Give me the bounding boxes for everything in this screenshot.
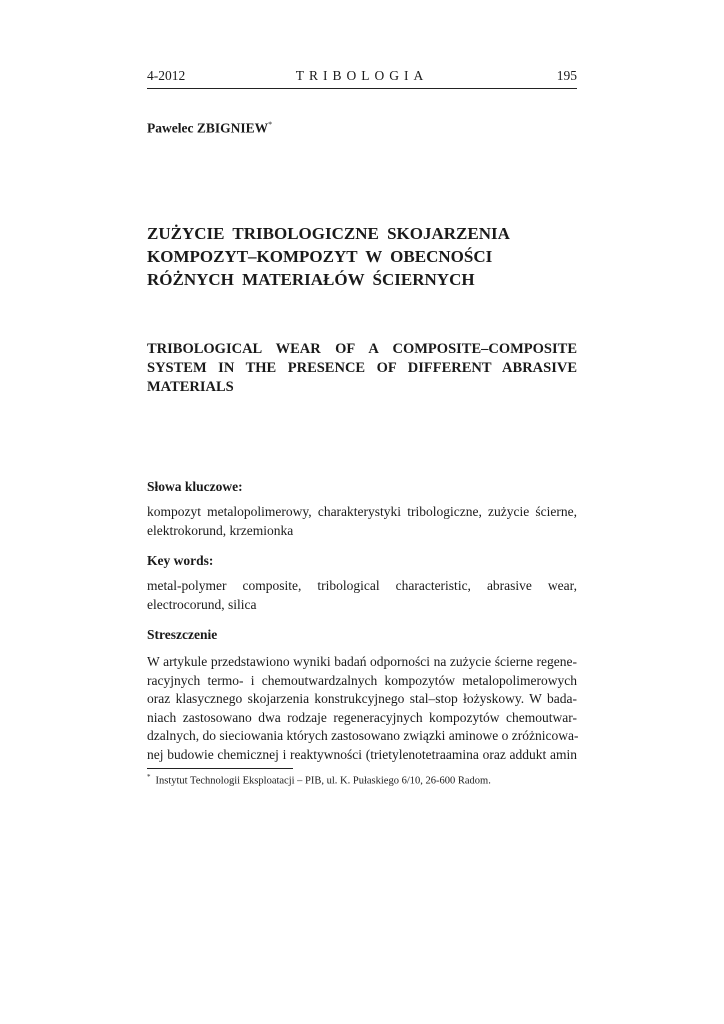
title-pl-line: RÓŻNYCH MATERIAŁÓW ŚCIERNYCH: [147, 270, 475, 289]
keywords-en: [147, 577, 577, 614]
keywords-pl-line: kompozyt metalopolimerowy, charakterystyki tribologiczne, zużycie ścierne,: [147, 504, 577, 519]
title-en-line: TRIBOLOGICAL WEAR OF A COMPOSITE–COMPOSITE: [147, 341, 577, 357]
title-polish: [147, 222, 577, 291]
keywords-en-line: electrocorund, silica: [147, 596, 257, 612]
abstract-line: oraz klasycznego skojarzenia konstrukcyjnego stal–stop łożyskowy. W bada-: [147, 691, 577, 706]
abstract-line: racyjnych termo- i chemoutwardzalnych kompozytów metalopolimerowych: [147, 672, 577, 688]
running-header: [147, 68, 577, 89]
title-pl-line: KOMPOZYT–KOMPOZYT W OBECNOŚCI: [147, 247, 493, 266]
abstract-line: W artykule przedstawiono wyniki badań odporności na zużycie ścierne regene-: [147, 654, 577, 669]
title-pl-line: ZUŻYCIE TRIBOLOGICZNE SKOJARZENIA: [147, 224, 510, 243]
title-en-line: SYSTEM IN THE PRESENCE OF DIFFERENT ABRASIVE: [147, 360, 577, 376]
page-number: 195: [556, 68, 577, 83]
author-footnote-marker: *: [268, 120, 273, 129]
abstract-line: niach zastosowano dwa rodzaje regeneracyjnych kompozytów chemoutwar-: [147, 709, 577, 725]
title-english: [147, 340, 577, 397]
keywords-en-line: metal-polymer composite, tribological characteristic, abrasive wear,: [147, 578, 577, 593]
keywords-pl-line: elektrokorund, krzemionka: [147, 522, 294, 538]
abstract-line: dzalnych, do sieciowania których zastosowano związki aminowe o zróżnicowa-: [147, 728, 579, 743]
title-en-line: MATERIALS: [147, 379, 234, 395]
author: [147, 120, 272, 137]
keywords-pl-heading: Słowa kluczowe:: [147, 479, 243, 494]
journal-title: TRIBOLOGIA: [295, 68, 429, 83]
footnote: [147, 773, 577, 787]
footnote-marker: *: [147, 773, 151, 781]
abstract-body: [147, 653, 577, 764]
issue-number: 4-2012: [147, 68, 186, 83]
keywords-pl: [147, 503, 577, 540]
abstract-line: nej budowie chemicznej i reaktywności (trietylenotetraamina oraz addukt amin: [147, 746, 577, 762]
abstract-heading: Streszczenie: [147, 627, 218, 642]
footnote-divider: [147, 768, 293, 769]
author-name: Pawelec ZBIGNIEW: [147, 120, 269, 136]
keywords-en-heading: Key words:: [147, 553, 214, 568]
footnote-text: Instytut Technologii Eksploatacji – PIB, ul. K. Pułaskiego 6/10, 26-600 Radom.: [155, 775, 491, 787]
